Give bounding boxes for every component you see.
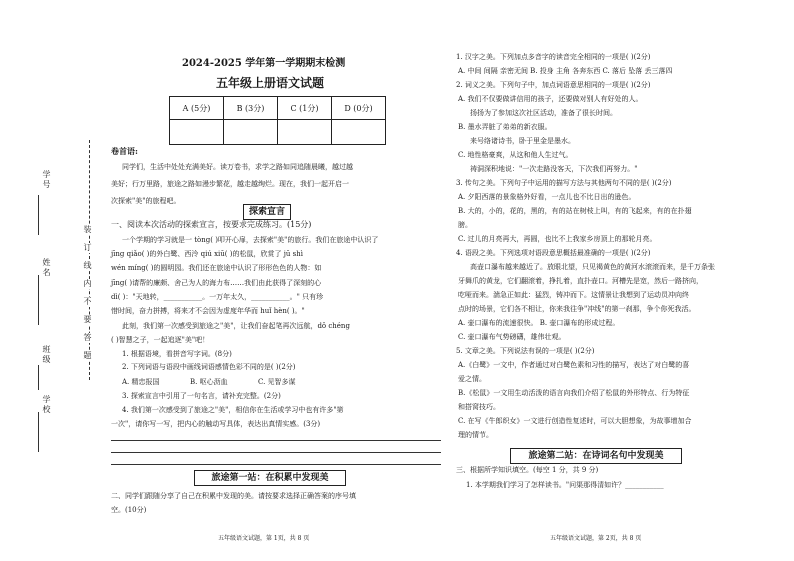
q1-text-line: dì( )："天地转，___________。一万年太久，___________。" 只有珍 [111, 293, 324, 301]
seal-char: 要 [83, 315, 92, 325]
seal-char: 装 [83, 225, 92, 235]
answer-line[interactable] [111, 452, 441, 453]
answer-line[interactable] [111, 464, 441, 465]
q3-sub1: 1. 本学期我们学习了怎样读书。"问渠那得清如许？___________ [466, 481, 664, 489]
q1-sub2-option-c[interactable]: C. 见智多谋 [258, 378, 296, 386]
q1-sub4-line: 4. 我们第一次感受到了旅途之"美"，相信你在生活或学习中也有许多"第 [122, 406, 344, 414]
exam-title: 五年级上册语文试题 [216, 76, 325, 90]
right-page-line: 来号络诸诗书，卧于里金是墨水。 [470, 137, 575, 145]
score-table [169, 96, 386, 145]
gutter-school-line [38, 412, 39, 452]
gutter-name-line [38, 275, 39, 325]
right-page-line: B. 墨水弄脏了弟弟的新衣服。 [458, 123, 552, 131]
preface-line: 美好；行万里路，旅途之路如漫步繁花，越走越绚烂。现在，我们一起开启一 [111, 180, 349, 188]
seal-char: 不 [83, 297, 92, 307]
right-page-line: A. 壶口瀑布的流速很快。 B. 壶口瀑布的形成过程。 [458, 319, 620, 327]
right-page-line: B.《松鼠》一文用生动活泼的语言向我们介绍了松鼠的外形特点、行为特征 [458, 389, 690, 397]
q1-title: 一、阅读本次活动的探索宣言，按要求完成练习。(15分) [111, 220, 312, 229]
right-page-line: A.《白鹭》一文中，作者通过对白鹭色素和习性的描写，表达了对白鹭的喜 [458, 361, 690, 369]
score-header-d: D (0分) [332, 97, 386, 120]
score-cell-b[interactable] [224, 120, 278, 145]
page-footer-left: 五年级语文试题，第 1页，共 8 页 [218, 535, 310, 542]
q1-text-line: wén míng( )的圆明园。我们还在旅途中认识了形形色色的人物：如 [111, 264, 322, 272]
stage2-badge: 旅途第二站：在诗词名句中发现美 [510, 448, 682, 464]
q1-sub2-option-a[interactable]: A. 精忠报国 [122, 378, 160, 386]
score-header-c: C (1分) [278, 97, 332, 120]
right-page-line: 高壶口瀑布越来越近了。放眼北望，只见褐黄色的黄河水滚滚而来，是千万条张 [470, 263, 715, 271]
right-page-line: B. 大的，小的，花的，黑的，有的站在树枝上叫，有的飞起来，有的在扑翅 [458, 207, 692, 215]
q1-sub4-line: 一次"，请你写一写，把内心的触动写具体，表达出真情实感。(3分) [111, 420, 321, 428]
right-page-line: 爱之情。 [458, 375, 486, 383]
q1-sub2-option-b[interactable]: B. 呕心沥血 [190, 378, 228, 386]
gutter-class-line [38, 365, 39, 390]
seal-char: 内 [83, 279, 92, 289]
q1-sub2: 2. 下列词语与语段中画线词语感情色彩不同的是( )(2分) [122, 363, 296, 371]
score-cell-c[interactable] [278, 120, 332, 145]
q1-text-line: 一个学期的学习就是一 tòng( )叩开心扉，去探索"美"的旅行。我们在旅途中认识了 [122, 236, 379, 244]
q2-text-line: 二、同学们跟随分享了自己在积累中发现的美。请按要求选择正确答案的序号填 [111, 492, 356, 500]
q1-text-line: jīng qiǎo( )的外白鹭、西泠 qiú xiū( )的松鼠，欣赏了 jū shì [111, 250, 303, 258]
right-page-line: 理的情节。 [458, 431, 493, 439]
right-page-line: C. 地性格豪爽，从这和他人生过气。 [458, 151, 573, 159]
seal-char: 题 [83, 351, 92, 361]
page-footer-right: 五年级语文试题，第 2页，共 8 页 [550, 535, 642, 542]
q1-text-line: jīng( )请帮的廉颇、舍己为人的海力布……我们由此获得了深刻的心 [111, 279, 322, 287]
q3-title: 三、根据所学知识填空。(每空 1 分，共 9 分) [456, 466, 599, 474]
section-badge-explore: 探索宣言 [243, 204, 291, 220]
right-page-line: C. 壶口瀑布气势磅礴，雄伟壮观。 [458, 333, 566, 341]
preface-line: 次探索"美"的旅程吧。 [111, 197, 181, 205]
right-page-line: 点时的场景，它们各不相让，你来我往争"冲线"的第一刹那，争个你死我活。 [458, 305, 696, 313]
right-page-line: A. 我们不仅要做讲信用的孩子，还要做对别人有好处的人。 [458, 95, 643, 103]
gutter-id-line [38, 195, 39, 235]
right-page-line: 膀。 [458, 221, 472, 229]
right-page-line: 牙舞爪的黄龙，它们翻滚着，挣扎着，直扑壶口。河槽先是宽，然后一路挤向， [458, 277, 703, 285]
q1-sub1: 1. 根据语境，看拼音写字词。(8分) [122, 350, 232, 358]
seal-char: 答 [83, 333, 92, 343]
q1-text-line: 惜时间，奋力拼搏，将来才不会因为虚度年华而 huǐ hèn( )。" [111, 307, 305, 315]
preface-label: 卷首语: [111, 146, 138, 156]
q1-text-line: ( )智慧之子，一起追逐"美"吧！ [111, 336, 210, 344]
score-header-b: B (3分) [224, 97, 278, 120]
right-page-line: 吃哑而来。湍急正如此：猛烈，铸冲而下。这情景让我想到了运动员冲向终 [458, 291, 689, 299]
gutter-name-label: 姓名 [42, 258, 51, 278]
q1-text-line: 此刻，我们第一次感受到旅途之"美"，让我们奋起笔再次远航，dǒ chéng [122, 322, 350, 330]
score-cell-d[interactable] [332, 120, 386, 145]
right-page-line: A. 中间 间隔 亲密无间 B. 投身 主角 各奔东西 C. 落后 坠落 丢三落四 [458, 67, 673, 75]
right-page-line: C. 过儿的月亮再大，再圆，也比不上我家乡房顶上的那轮月亮。 [458, 235, 657, 243]
seal-char: 线 [83, 261, 92, 271]
preface-line: 同学们，生活中处处充满美好。读万卷书，求学之路如同追随晨曦，越过越 [122, 163, 353, 171]
seal-char: 订 [83, 243, 92, 253]
answer-line[interactable] [111, 440, 441, 441]
q1-sub3: 3. 探索宣言中引用了一句名言，请补充完整。(2分) [122, 392, 281, 400]
score-cell-a[interactable] [170, 120, 224, 145]
exam-year: 2024-2025 学年第一学期期末检测 [182, 58, 346, 69]
right-page-line: 祷洞深积地说："一次走路没客天，下次我们再努力。" [470, 165, 638, 173]
score-header-a: A (5分) [170, 97, 224, 120]
right-page-line: 4. 语段之美。下列选项对语段意思概括最准确的一项是( )(2分) [456, 249, 651, 257]
right-page-line: 3. 传句之美。下列句子中运用的描写方法与其他两句不同的是( )(2分) [456, 179, 672, 187]
gutter-id-label: 学号 [42, 170, 51, 190]
q2-text-line: 空。(10分) [111, 506, 147, 514]
right-page-line: 2. 词义之美。下列句子中，加点词语意思相同的一项是( )(2分) [456, 81, 651, 89]
stage1-badge: 旅途第一站：在积累中发现美 [194, 470, 346, 486]
gutter-school-label: 学校 [42, 395, 51, 415]
right-page-line: 和搭窝技巧。 [458, 403, 500, 411]
gutter-class-label: 班级 [42, 345, 51, 365]
binding-line [89, 140, 90, 380]
right-page-line: A. 夕阳西落的景象格外好看，一点儿也不比日出的逊色。 [458, 193, 636, 201]
right-page-line: 扬扬为了参加这次社区活动，准备了很长时间。 [470, 109, 617, 117]
right-page-line: 5. 文章之美。下列说法有误的一项是( )(2分) [456, 347, 595, 355]
right-page-line: 1. 汉字之美。下列加点多音字的读音完全相同的一项是( )(2分) [456, 53, 651, 61]
right-page-line: C. 在写《牛郎织女》一文进行创造性复述时，可以大胆想象，为故事增加合 [458, 417, 692, 425]
